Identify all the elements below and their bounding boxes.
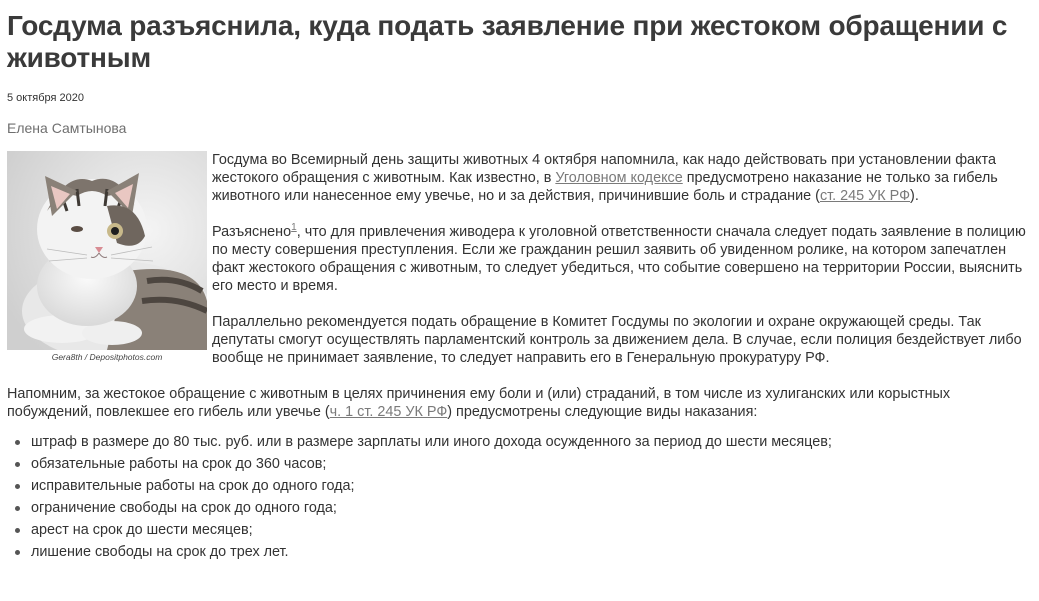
photo-caption: Gera8th / Depositphotos.com — [51, 352, 163, 362]
list-item: лишение свободы на срок до трех лет. — [31, 541, 1032, 563]
list-item: штраф в размере до 80 тыс. руб. или в размере зарплаты или иного дохода осужденного за период до шести месяцев; — [31, 431, 1032, 453]
list-item: ограничение свободы на срок до одного года; — [31, 497, 1032, 519]
article-title: Госдума разъяснила, куда подать заявление при жестоком обращении с животным — [7, 10, 1008, 73]
paragraph-text: Напомним, за жестокое обращение с животным в целях причинения ему боли и (или) страданий, в том числе из хулиганских или корыстных побуждений, повлекшее его гибель или увечье ( — [7, 386, 951, 420]
list-item: исправительные работы на срок до одного года; — [31, 475, 1032, 497]
cat-photo — [7, 151, 207, 350]
paragraph-text: ) предусмотрены следующие виды наказания: — [447, 404, 758, 420]
article-245-link[interactable]: ст. 245 УК РФ — [819, 188, 911, 204]
paragraph-4 — [7, 385, 1032, 421]
article-figure — [7, 151, 207, 362]
paragraph-text: Разъяснено — [212, 224, 292, 240]
list-item: арест на срок до шести месяцев; — [31, 519, 1032, 541]
criminal-code-link[interactable]: Уголовном кодексе — [555, 170, 683, 186]
paragraph-text: , что для привлечения живодера к уголовной ответственности сначала следует подать заявление в полицию по месту совершения преступления. Если же гражданин решил заявить об увиденном ролике, на котором запечатлен факт жестокого обращения с животным, то следует убедиться, что событие совершено на территории России, выяснить его место и время. — [212, 224, 1026, 294]
paragraph-text: предусмотрено наказание не только за гибель животного или нанесенное ему увечье, но и за действия, причинившие боль и страдание ( — [212, 170, 998, 204]
article — [7, 0, 1032, 563]
article-245-part-1-link[interactable]: ч. 1 ст. 245 УК РФ — [329, 404, 448, 420]
list-item: обязательные работы на срок до 360 часов; — [31, 453, 1032, 475]
article-body — [7, 151, 1032, 563]
paragraph-text: Госдума во Всемирный день защиты животных 4 октября напомнила, как надо действовать при установлении факта жестокого обращения с животным. Как известно, в — [212, 152, 996, 186]
paragraph-3: Параллельно рекомендуется подать обращение в Комитет Госдумы по экологии и охране окружающей среды. Так депутаты смогут осуществлять парламентский контроль за движением дела. В случае, если полиция бездействует либо вообще не принимает заявление, то следует направить его в Генеральную прокуратуру РФ. — [212, 314, 1022, 366]
footnote-link[interactable]: 1 — [291, 222, 297, 234]
paragraph-text: ). — [910, 188, 919, 204]
publish-date: 5 октября 2020 — [7, 92, 84, 104]
author-name: Елена Самтынова — [7, 120, 127, 136]
penalties-list — [7, 431, 1032, 563]
